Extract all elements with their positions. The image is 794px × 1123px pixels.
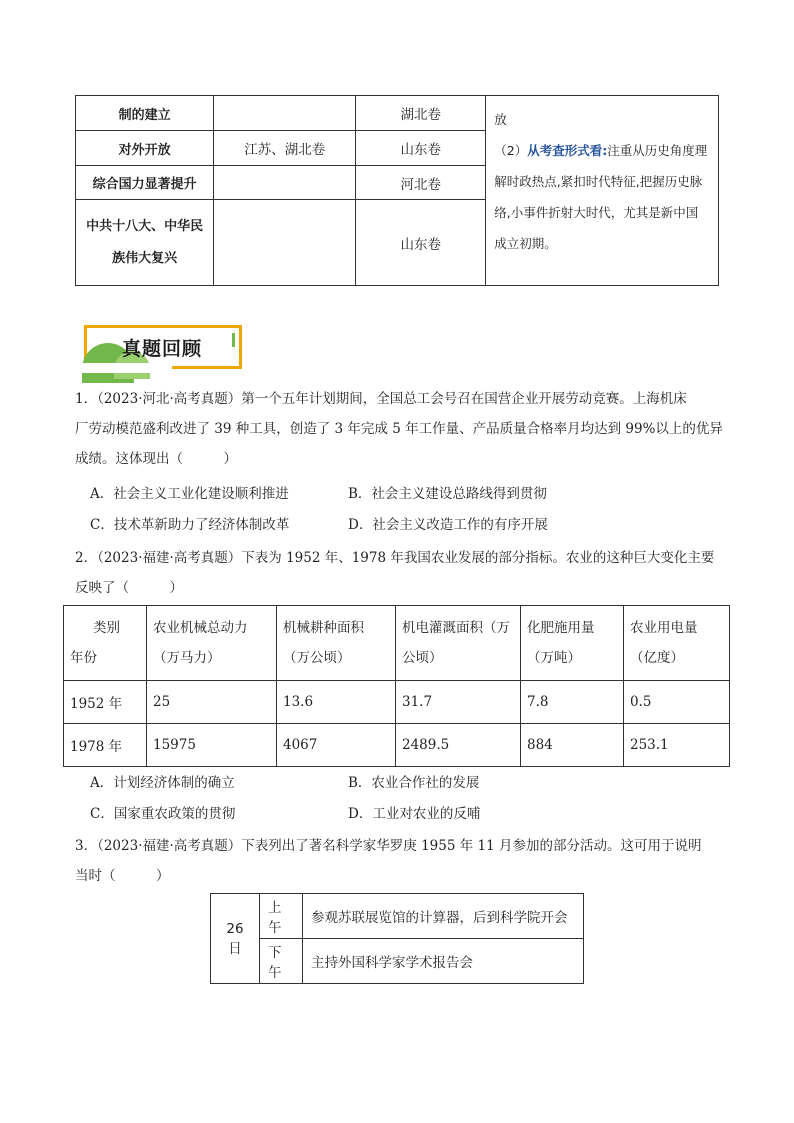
topic-line: 族伟大复兴 bbox=[112, 250, 178, 266]
section-banner bbox=[82, 325, 242, 371]
section-title: 真题回顾 bbox=[122, 338, 203, 360]
topic-line: 中共十八大、中华民 bbox=[86, 218, 204, 234]
activity-cell: 主持外国科学家学术报告会 bbox=[303, 939, 584, 984]
value-cell: 0.5 bbox=[624, 681, 730, 724]
time-cell: 上午 bbox=[260, 894, 303, 939]
corner-header bbox=[64, 606, 147, 681]
day-cell: 26 日 bbox=[211, 894, 260, 984]
province-cell: 山东卷 bbox=[356, 200, 486, 286]
column-header: 机电灌溉面积（万 公顷） bbox=[396, 606, 521, 681]
analysis-line: 放 bbox=[494, 112, 507, 127]
province-cell bbox=[214, 166, 356, 200]
value-cell: 31.7 bbox=[396, 681, 521, 724]
question-text: 1．（2023·河北·高考真题）第一个五年计划期间，全国总工会号召在国营企业开展劳动竞赛。上海机床 bbox=[75, 391, 687, 407]
activity-cell: 参观苏联展览馆的计算器，后到科学院开会 bbox=[303, 894, 584, 939]
analysis-prefix: （2） bbox=[494, 143, 528, 158]
table-row bbox=[211, 894, 584, 939]
column-header: 化肥施用量 （万吨） bbox=[521, 606, 624, 681]
option-b[interactable]: B．农业合作社的发展 bbox=[348, 775, 480, 791]
option-d[interactable]: D．工业对农业的反哺 bbox=[348, 806, 481, 822]
value-cell: 13.6 bbox=[277, 681, 396, 724]
time-cell: 下午 bbox=[260, 939, 303, 984]
option-c[interactable]: C．国家重农政策的贯彻 bbox=[90, 806, 236, 822]
exam-analysis-cell bbox=[486, 96, 719, 286]
option-b[interactable]: B．社会主义建设总路线得到贯彻 bbox=[348, 486, 547, 502]
year-cell: 1978 年 bbox=[64, 724, 147, 767]
table-row bbox=[211, 939, 584, 984]
province-cell: 江苏、湖北卷 bbox=[214, 131, 356, 166]
analysis-body: 注重从历史角度理解时政热点,紧扣时代特征,把握历史脉络,小事件折射大时代，尤其是新中国成立初期。 bbox=[494, 143, 708, 251]
option-d[interactable]: D．社会主义改造工作的有序开展 bbox=[348, 517, 548, 533]
question-text: 3．（2023·福建·高考真题）下表列出了著名科学家华罗庚 1955 年 11 月参加的部分活动。这可用于说明 bbox=[75, 838, 702, 854]
value-cell: 4067 bbox=[277, 724, 396, 767]
analysis-highlight: 从考查形式看: bbox=[527, 143, 608, 158]
province-cell: 山东卷 bbox=[356, 131, 486, 166]
question-1 bbox=[75, 384, 725, 474]
question-2 bbox=[75, 543, 725, 603]
topic-cell bbox=[76, 200, 214, 286]
question-text: 当时（ ） bbox=[75, 868, 170, 884]
option-c[interactable]: C．技术革新助力了经济体制改革 bbox=[90, 517, 290, 533]
question-text: 反映了（ ） bbox=[75, 580, 183, 596]
question-text: 2．（2023·福建·高考真题）下表为 1952 年、1978 年我国农业发展的部分指标。农业的这种巨大变化主要 bbox=[75, 550, 715, 566]
agriculture-table bbox=[63, 605, 730, 767]
column-header: 农业机械总动力 （万马力） bbox=[147, 606, 277, 681]
province-cell: 湖北卷 bbox=[356, 96, 486, 131]
exam-topic-table bbox=[75, 95, 719, 286]
province-cell: 河北卷 bbox=[356, 166, 486, 200]
topic-cell: 制的建立 bbox=[76, 96, 214, 131]
value-cell: 7.8 bbox=[521, 681, 624, 724]
year-cell: 1952 年 bbox=[64, 681, 147, 724]
province-cell bbox=[214, 200, 356, 286]
column-header: 农业用电量 （亿度） bbox=[624, 606, 730, 681]
value-cell: 15975 bbox=[147, 724, 277, 767]
option-a[interactable]: A．计划经济体制的确立 bbox=[90, 775, 235, 791]
value-cell: 253.1 bbox=[624, 724, 730, 767]
topic-cell: 综合国力显著提升 bbox=[76, 166, 214, 200]
corner-category: 类别 bbox=[93, 620, 120, 636]
analysis-text bbox=[494, 135, 710, 259]
option-a[interactable]: A．社会主义工业化建设顺利推进 bbox=[90, 486, 289, 502]
question-3 bbox=[75, 831, 725, 891]
topic-cell: 对外开放 bbox=[76, 131, 214, 166]
column-header: 机械耕种面积 （万公顷） bbox=[277, 606, 396, 681]
value-cell: 2489.5 bbox=[396, 724, 521, 767]
table-row bbox=[64, 724, 730, 767]
table-row bbox=[64, 681, 730, 724]
activity-table bbox=[210, 893, 584, 984]
question-text: 成绩。这体现出（ ） bbox=[75, 451, 237, 467]
corner-year: 年份 bbox=[70, 650, 97, 666]
province-cell bbox=[214, 96, 356, 131]
value-cell: 884 bbox=[521, 724, 624, 767]
value-cell: 25 bbox=[147, 681, 277, 724]
leaf-icon bbox=[232, 333, 235, 347]
question-text: 厂劳动模范盛利改进了 39 种工具，创造了 3 年完成 5 年工作量、产品质量合格率月均达到 99%以上的优异 bbox=[75, 421, 723, 437]
